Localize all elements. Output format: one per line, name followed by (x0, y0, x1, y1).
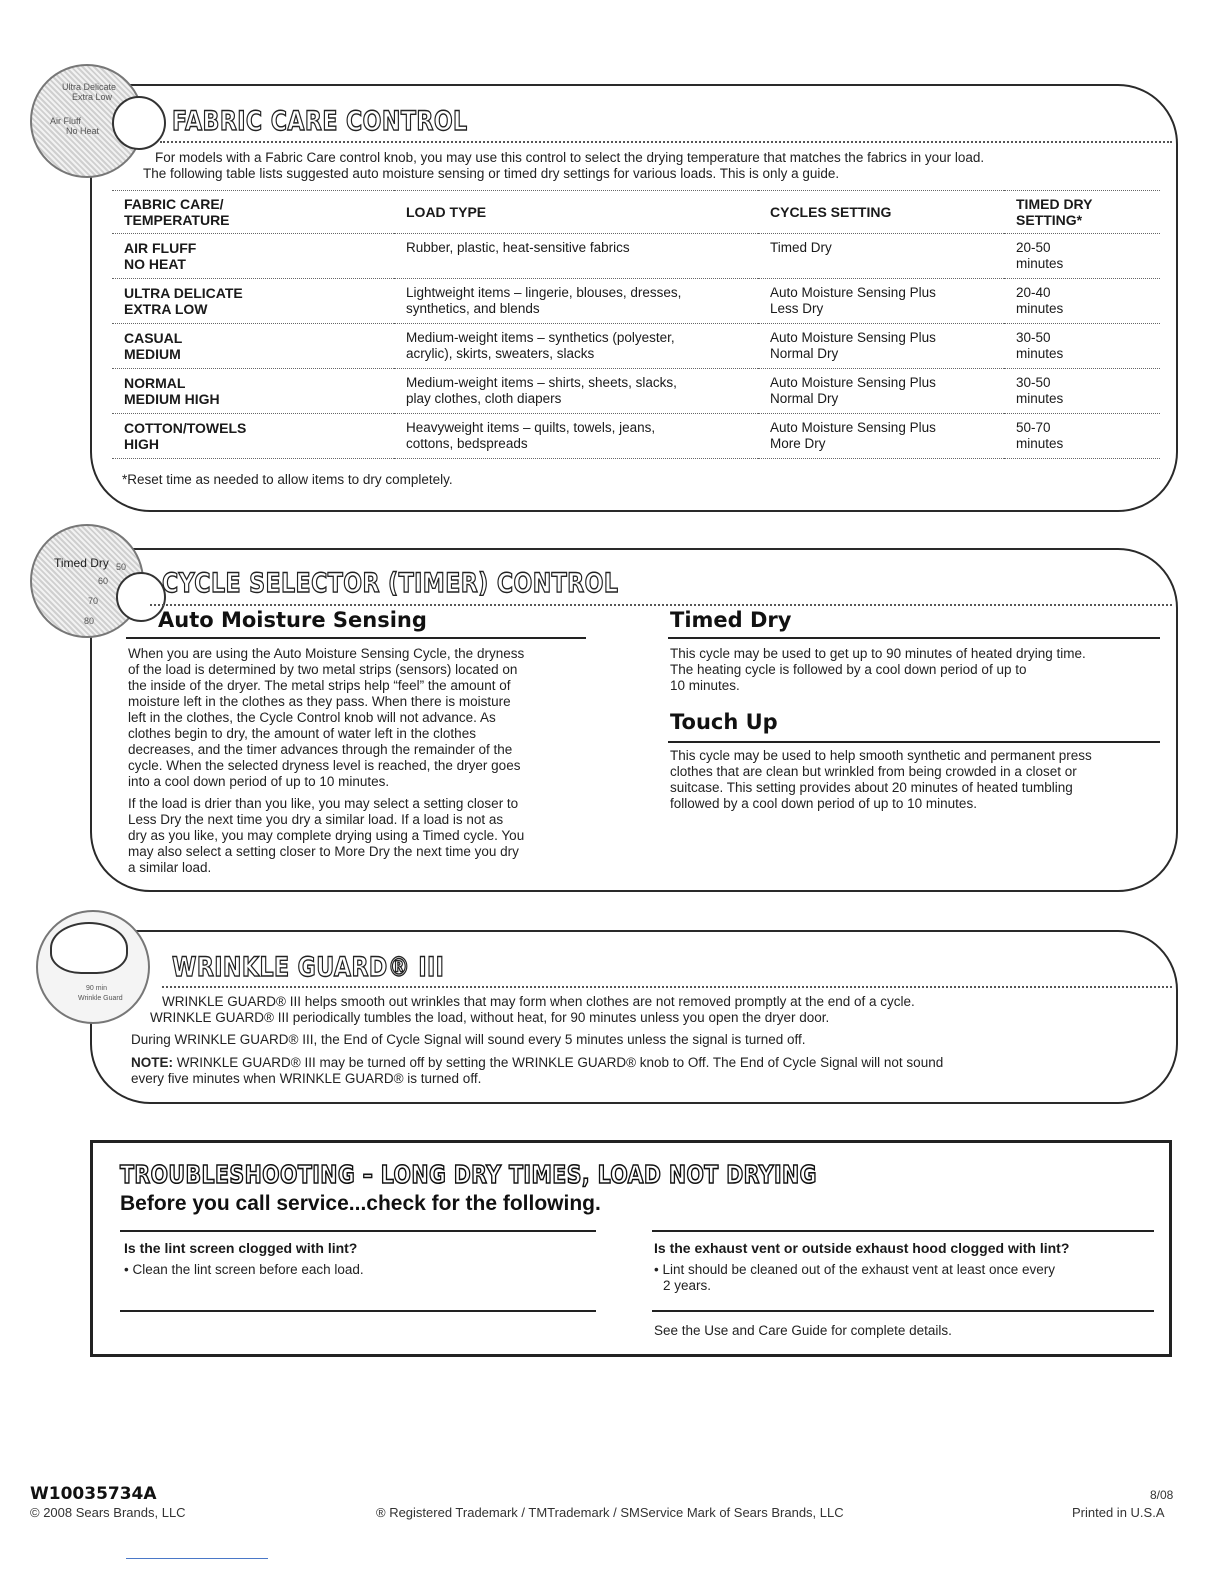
blue-underline (126, 1558, 268, 1559)
part-number: W10035734A (30, 1484, 157, 1504)
header-cycles: CYCLES SETTING (758, 191, 1004, 234)
ams-rule (126, 637, 586, 639)
knob-dial-icon (112, 96, 166, 150)
copyright: © 2008 Sears Brands, LLC (30, 1505, 186, 1520)
ts-rule-left-bottom (120, 1310, 596, 1312)
ts-answer-vent: • Lint should be cleaned out of the exhaust vent at least once every (654, 1262, 1055, 1277)
wrinkle-guard-line-2: WRINKLE GUARD® III periodically tumbles the load, without heat, for 90 minutes unless you open the dryer door. (150, 1010, 830, 1025)
header-load: LOAD TYPE (394, 191, 758, 234)
knob-label: 50 (116, 562, 127, 572)
knob-label: Extra Low (72, 92, 113, 102)
cycle-selector-knob-icon (30, 524, 144, 638)
note-label: NOTE: (131, 1055, 173, 1070)
knob-label: Air Fluff (50, 116, 81, 126)
ts-rule-right-bottom (652, 1310, 1154, 1312)
touch-up-paragraph: This cycle may be used to help smooth synthetic and permanent press clothes that are clean but wrinkled from being crowded in a closet or suitcase. This setting provides about 20 minutes of heated tumbling followed by a cool down period of up to 10 minutes. (670, 748, 1092, 811)
knob-label: 60 (98, 576, 109, 586)
ts-see-guide: See the Use and Care Guide for complete details. (654, 1323, 952, 1338)
ts-question-lint: Is the lint screen clogged with lint? (124, 1240, 358, 1256)
header-timed: TIMED DRY SETTING* (1004, 191, 1160, 234)
print-date: 8/08 (1150, 1488, 1174, 1502)
table-row: AIR FLUFF NO HEAT Rubber, plastic, heat-sensitive fabrics Timed Dry 20-50 minutes (112, 234, 1160, 279)
ts-rule-left-top (120, 1230, 596, 1232)
table-row: CASUAL MEDIUM Medium-weight items – synthetics (polyester, acrylic), skirts, sweaters, slacks Auto Moisture Sensing Plus Normal Dry 30-50 minutes (112, 324, 1160, 369)
trademark-notice: ® Registered Trademark / TMTrademark / SMService Mark of Sears Brands, LLC (376, 1505, 844, 1520)
timed-dry-heading: Timed Dry (670, 608, 792, 632)
wrinkle-guard-line-1: WRINKLE GUARD® III helps smooth out wrinkles that may form when clothes are not removed promptly at the end of a cycle. (162, 994, 915, 1009)
wrinkle-guard-title: WRINKLE GUARD® III (172, 952, 445, 983)
ts-answer-lint: • Clean the lint screen before each load. (124, 1262, 364, 1277)
knob-label: 70 (88, 596, 99, 606)
touch-up-rule (668, 741, 1160, 743)
fabric-care-title: FABRIC CARE CONTROL (172, 106, 468, 137)
ts-answer-vent-2: 2 years. (663, 1278, 712, 1293)
table-header-row (112, 191, 1160, 234)
title-rule (162, 986, 1172, 988)
knob-label: Wrinkle Guard (78, 995, 123, 1002)
fabric-care-footnote: *Reset time as needed to allow items to dry completely. (122, 472, 453, 487)
fabric-care-intro-2: The following table lists suggested auto moisture sensing or timed dry settings for various loads. This is only a guide. (143, 166, 840, 181)
title-rule (150, 604, 1172, 606)
table-row: ULTRA DELICATE EXTRA LOW Lightweight items – lingerie, blouses, dresses, synthetics, and blends Auto Moisture Sensing Plus Less Dry 20-40 minutes (112, 279, 1160, 324)
title-rule (160, 141, 1172, 143)
wrinkle-guard-note-2: every five minutes when WRINKLE GUARD® is turned off. (131, 1071, 482, 1086)
fabric-care-table (112, 190, 1160, 459)
wrinkle-guard-note: NOTE: WRINKLE GUARD® III may be turned off by setting the WRINKLE GUARD® knob to Off. The End of Cycle Signal will not sound (131, 1055, 944, 1070)
fabric-care-knob-icon (30, 64, 144, 178)
ts-rule-right-top (652, 1230, 1154, 1232)
timed-dry-paragraph: This cycle may be used to get up to 90 minutes of heated drying time. The heating cycle is followed by a cool down period of up to 10 minutes. (670, 646, 1086, 693)
ams-heading: Auto Moisture Sensing (158, 608, 427, 632)
ts-question-vent: Is the exhaust vent or outside exhaust hood clogged with lint? (654, 1240, 1070, 1256)
knob-label: No Heat (66, 126, 100, 136)
ams-paragraph-1: When you are using the Auto Moisture Sensing Cycle, the dryness of the load is determined by two metal strips (sensors) located on the inside of the dryer. The metal strips help “feel” the amount of moisture left in the clothes as they pass. When there is moisture left in the clothes, the Cycle Control knob will not advance. As clothes begin to dry, the amount of water left in the clothes decreases, and the timer advances through the remainder of the cycle. When the selected dryness level is reached, the dryer goes into a cool down period of up to 10 minutes. (128, 646, 525, 789)
knob-label: 80 (84, 616, 95, 626)
troubleshooting-subtitle: Before you call service...check for the following. (120, 1192, 601, 1215)
cycle-selector-title: CYCLE SELECTOR (TIMER) CONTROL (162, 568, 619, 599)
troubleshooting-title: TROUBLESHOOTING – LONG DRY TIMES, LOAD NOT DRYING (120, 1160, 817, 1189)
timed-dry-rule (668, 637, 1160, 639)
header-fabric: FABRIC CARE/ TEMPERATURE (112, 191, 394, 234)
fabric-care-intro-1: For models with a Fabric Care control knob, you may use this control to select the drying temperature that matches the fabrics in your load. (155, 150, 985, 165)
wrinkle-guard-knob-icon (36, 910, 150, 1024)
wrinkle-guard-line-3: During WRINKLE GUARD® III, the End of Cycle Signal will sound every 5 minutes unless the signal is turned off. (131, 1032, 806, 1047)
table-row: COTTON/TOWELS HIGH Heavyweight items – quilts, towels, jeans, cottons, bedspreads Auto Moisture Sensing Plus More Dry 50-70 minutes (112, 414, 1160, 459)
printed-in: Printed in U.S.A (1072, 1505, 1165, 1520)
ams-paragraph-2: If the load is drier than you like, you may select a setting closer to Less Dry the next time you dry a similar load. If a load is not as dry as you like, you may complete drying using a Timed cycle. You may also select a setting closer to More Dry the next time you dry a similar load. (128, 796, 525, 875)
knob-label: Timed Dry (54, 556, 109, 570)
table-row: NORMAL MEDIUM HIGH Medium-weight items – shirts, sheets, slacks, play clothes, cloth diapers Auto Moisture Sensing Plus Normal Dry 30-50 minutes (112, 369, 1160, 414)
touch-up-heading: Touch Up (670, 710, 778, 734)
knob-label: Ultra Delicate (62, 82, 117, 92)
knob-label: 90 min (86, 985, 108, 992)
knob-dial-icon (50, 922, 128, 974)
